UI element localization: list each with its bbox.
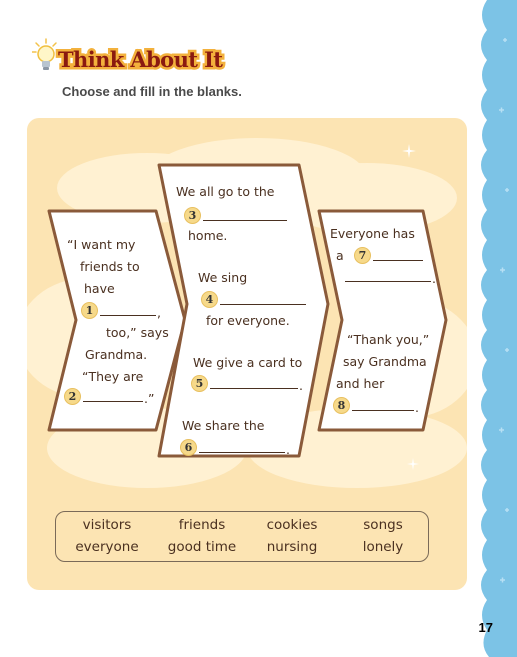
word-bank-word: songs: [363, 517, 403, 533]
card-left-line: have: [84, 281, 115, 296]
word-bank: [55, 511, 429, 562]
word-bank-word: friends: [178, 517, 226, 533]
blank-number: 5: [191, 375, 208, 392]
blank-punctuation: .: [432, 270, 436, 286]
blank-punctuation: .”: [144, 390, 155, 406]
sparkle-icon: [402, 144, 416, 158]
word-bank-word: nursing: [266, 539, 318, 555]
page-title: Think About It: [58, 47, 223, 72]
blank-punctuation: .: [415, 399, 419, 415]
blank-line: [210, 387, 298, 389]
word-bank-word: everyone: [75, 539, 139, 555]
card-left-line: “They are: [82, 369, 144, 384]
blank-number: 6: [180, 439, 197, 456]
blank-line: [373, 259, 423, 261]
card-left-line: friends to: [80, 259, 140, 274]
card-right-line: say Grandma: [343, 354, 427, 369]
word-bank-word: good time: [167, 539, 237, 555]
blank-line: [352, 409, 414, 411]
blank-8[interactable]: [333, 394, 419, 414]
blank-line: [345, 280, 431, 282]
card-middle-line: We give a card to: [193, 355, 303, 370]
blank-line: [100, 314, 156, 316]
word-bank-word: cookies: [266, 517, 318, 533]
section-header: [32, 38, 232, 88]
blank-line: [83, 400, 143, 402]
blank-6[interactable]: [180, 436, 290, 456]
blank-number: 2: [64, 388, 81, 405]
word-bank-word: lonely: [362, 539, 404, 555]
blank-punctuation: ,: [157, 304, 161, 320]
card-right-line: and her: [336, 376, 385, 391]
blank-4[interactable]: [201, 288, 306, 308]
blank-number: 3: [184, 207, 201, 224]
word-bank-word: visitors: [82, 517, 132, 533]
blank-number: 8: [333, 397, 350, 414]
card-middle-line: We sing: [198, 270, 248, 285]
instructions: Choose and fill in the blanks.: [62, 84, 242, 99]
blank-line: [220, 303, 306, 305]
blank-line: [203, 219, 287, 221]
card-middle-line: We share the: [182, 418, 265, 433]
card-middle-line: home.: [188, 228, 228, 243]
card-left-line: Grandma.: [85, 347, 148, 362]
card-right-line: “Thank you,”: [347, 332, 430, 347]
card-middle-line: We all go to the: [176, 184, 275, 199]
card-right-line: Everyone has: [330, 226, 415, 241]
card-left-line: too,” says: [106, 325, 169, 340]
blank-number: 4: [201, 291, 218, 308]
blank-line: [199, 451, 285, 453]
blank-3[interactable]: [184, 204, 287, 224]
blank-number: 7: [354, 247, 371, 264]
blank-7-continued: [343, 265, 436, 285]
card-right-line: a: [336, 248, 344, 263]
page-number: 17: [478, 620, 493, 635]
blank-5[interactable]: [191, 372, 303, 392]
blank-7[interactable]: [354, 244, 423, 264]
blank-punctuation: .: [286, 441, 290, 457]
blank-punctuation: .: [299, 377, 303, 393]
card-left-line: “I want my: [67, 237, 136, 252]
decorative-side-strip: [475, 0, 517, 657]
blank-2[interactable]: [64, 385, 154, 405]
blank-number: 1: [81, 302, 98, 319]
blank-1[interactable]: [81, 299, 161, 319]
card-middle-line: for everyone.: [206, 313, 290, 328]
sparkle-icon: [407, 458, 419, 470]
